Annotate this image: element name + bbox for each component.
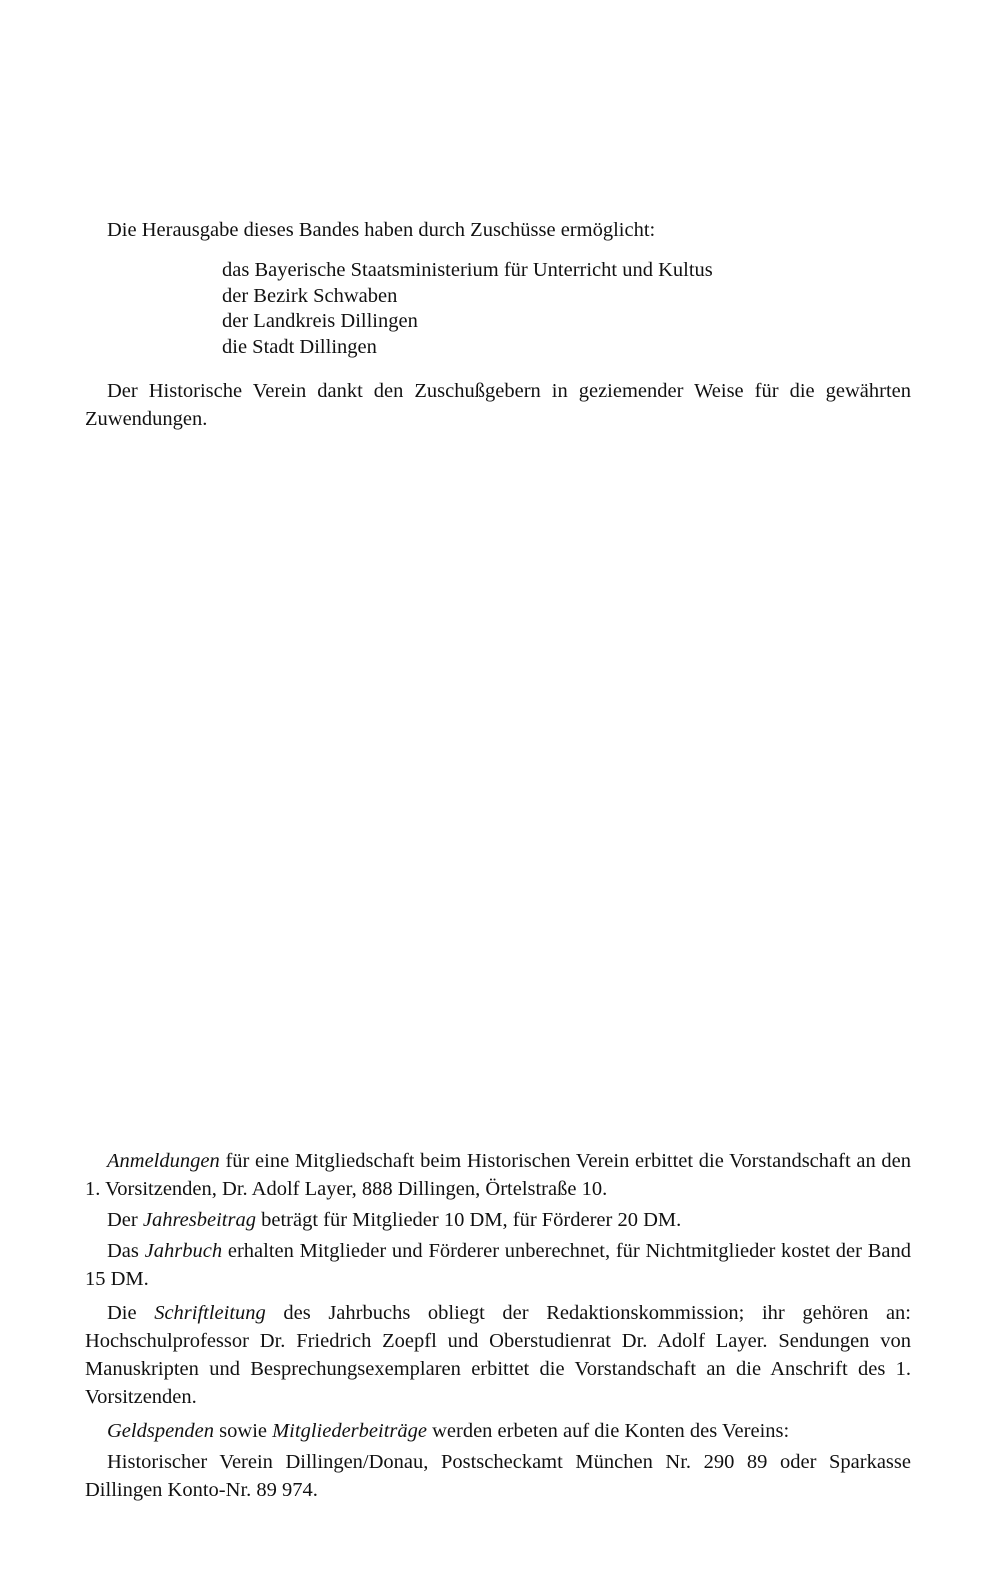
schriftleitung-text: des Jahrbuchs obliegt der Redaktionskommission; ihr gehören an: Hochschulprofessor Dr. Friedrich Zoepfl und Oberstudienrat Dr. Adolf Layer. Sendungen von Manuskripten und Besprechungsexemplaren erbittet die Vorstandschaft an die Anschrift des 1. Vorsitzenden. [85,1302,911,1408]
beitrag-term: Jahresbeitrag [142,1209,256,1231]
funding-intro-text: Die Herausgabe dieses Bandes haben durch Zuschüsse ermöglicht: [107,219,656,241]
sponsor-item: das Bayerische Staatsministerium für Unterricht und Kultus [222,259,713,281]
sponsor-item: die Stadt Dillingen [222,335,377,358]
spenden-text: werden erbeten auf die Konten des Vereins: [426,1420,790,1442]
anmeldungen-term: Anmeldungen [107,1150,220,1172]
spenden-term-1: Geldspenden [107,1420,215,1442]
spenden-term-2: Mitgliederbeiträge [272,1420,427,1442]
jahrbuch-prefix: Das [107,1240,145,1262]
thanks-paragraph [85,377,911,433]
beitrag-prefix: Der [107,1209,143,1231]
jahrbuch-text: erhalten Mitglieder und Förderer unberechnet, für Nichtmitglieder kostet der Band 15 DM. [85,1240,911,1290]
beitrag-text: beträgt für Mitglieder 10 DM, für Förderer 20 DM. [255,1209,682,1231]
jahrbuch-term: Jahrbuch [144,1240,223,1262]
sponsor-item: der Landkreis Dillingen [222,310,418,332]
anmeldungen-paragraph [85,1147,911,1203]
schriftleitung-paragraph [85,1299,911,1411]
schriftleitung-prefix: Die [107,1302,155,1324]
konten-paragraph: Historischer Verein Dillingen/Donau, Postscheckamt München Nr. 290 89 oder Sparkasse Dillingen Konto-Nr. 89 974. [85,1451,911,1501]
anmeldungen-text: für eine Mitgliedschaft beim Historischen Verein erbittet die Vorstandschaft an den 1. Vorsitzenden, Dr. Adolf Layer, 888 Dillingen, Örtelstraße 10. [85,1150,911,1200]
spenden-middle: sowie [214,1420,273,1442]
funding-intro [85,216,911,244]
membership-info [85,1147,911,1510]
schriftleitung-term: Schriftleitung [154,1302,266,1324]
thanks-text: Der Historische Verein dankt den Zuschußgebern in geziemender Weise für die gewährten Zuwendungen. [85,380,911,430]
beitrag-paragraph [85,1206,911,1234]
jahrbuch-paragraph [85,1237,911,1293]
sponsor-item: der Bezirk Schwaben [222,284,398,307]
spenden-paragraph [85,1417,911,1445]
sponsor-list [222,258,862,360]
